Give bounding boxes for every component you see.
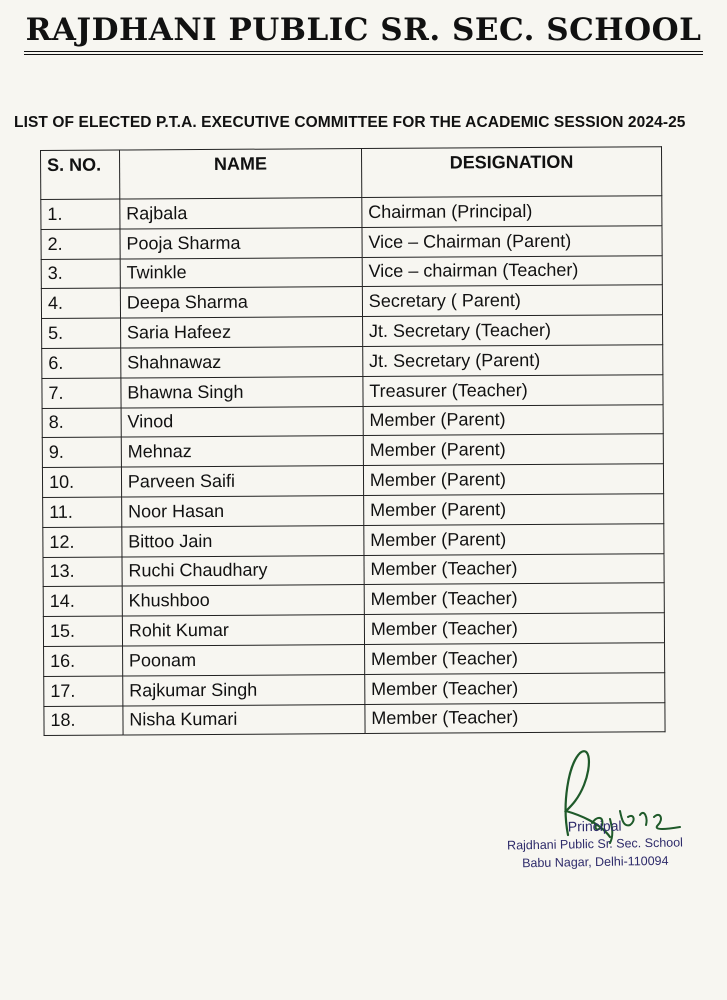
cell-name: Bhawna Singh	[121, 376, 363, 407]
cell-name: Nisha Kumari	[123, 704, 365, 735]
cell-name: Saria Hafeez	[120, 317, 362, 348]
table-body	[41, 196, 665, 736]
header-name: NAME	[119, 149, 361, 199]
signature-block	[480, 745, 710, 895]
cell-designation: Member (Teacher)	[365, 672, 665, 704]
cell-designation: Secretary ( Parent)	[362, 285, 662, 317]
table-row	[42, 464, 663, 498]
cell-sno: 16.	[44, 646, 123, 676]
document-heading: LIST OF ELECTED P.T.A. EXECUTIVE COMMITTEE FOR THE ACADEMIC SESSION 2024-25	[14, 114, 686, 131]
cell-name: Khushboo	[122, 585, 364, 616]
table-row	[42, 434, 663, 468]
table-row	[43, 494, 664, 528]
principal-stamp	[480, 815, 711, 873]
cell-designation: Member (Parent)	[363, 494, 663, 526]
stamp-role: Principal	[567, 817, 622, 835]
table-row	[41, 285, 662, 319]
cell-designation: Jt. Secretary (Teacher)	[362, 315, 662, 347]
table-row	[43, 553, 664, 587]
table-row	[43, 523, 664, 557]
cell-designation: Chairman (Principal)	[362, 196, 662, 228]
cell-designation: Jt. Secretary (Parent)	[363, 345, 663, 377]
table-row	[43, 583, 664, 617]
cell-name: Poonam	[122, 644, 364, 675]
table-row	[41, 255, 662, 289]
cell-designation: Member (Teacher)	[365, 702, 665, 734]
cell-sno: 9.	[42, 437, 121, 467]
cell-sno: 2.	[41, 229, 120, 259]
stamp-address: Babu Nagar, Delhi-110094	[522, 853, 669, 871]
cell-sno: 11.	[43, 497, 122, 527]
cell-designation: Member (Teacher)	[364, 553, 664, 585]
cell-name: Noor Hasan	[121, 495, 363, 526]
table-row	[42, 404, 663, 438]
header-designation: DESIGNATION	[361, 147, 661, 198]
cell-name: Shahnawaz	[121, 347, 363, 378]
pta-committee-table	[40, 146, 666, 736]
cell-sno: 5.	[42, 318, 121, 348]
table-row	[42, 345, 663, 379]
cell-sno: 10.	[42, 467, 121, 497]
cell-designation: Vice – chairman (Teacher)	[362, 255, 662, 287]
table-row	[44, 702, 665, 736]
cell-sno: 4.	[41, 288, 120, 318]
cell-name: Pooja Sharma	[120, 227, 362, 258]
cell-designation: Treasurer (Teacher)	[363, 374, 663, 406]
cell-name: Rajbala	[120, 198, 362, 229]
cell-name: Ruchi Chaudhary	[122, 555, 364, 586]
cell-sno: 17.	[44, 676, 123, 706]
table-row	[44, 643, 665, 677]
cell-sno: 8.	[42, 408, 121, 438]
cell-designation: Member (Parent)	[363, 464, 663, 496]
cell-sno: 18.	[44, 706, 123, 736]
cell-designation: Member (Teacher)	[364, 613, 664, 645]
cell-name: Bittoo Jain	[122, 525, 364, 556]
table-row	[43, 613, 664, 647]
cell-designation: Member (Parent)	[363, 434, 663, 466]
cell-name: Rajkumar Singh	[123, 674, 365, 705]
table-row	[41, 196, 662, 230]
header-sno: S. NO.	[41, 150, 120, 199]
table-header-row	[41, 147, 662, 200]
cell-name: Parveen Saifi	[121, 466, 363, 497]
cell-designation: Member (Parent)	[364, 523, 664, 555]
table-row	[44, 672, 665, 706]
cell-sno: 7.	[42, 378, 121, 408]
cell-name: Twinkle	[120, 257, 362, 288]
cell-designation: Member (Parent)	[363, 404, 663, 436]
table-row	[41, 225, 662, 259]
cell-name: Vinod	[121, 406, 363, 437]
cell-designation: Member (Teacher)	[364, 643, 664, 675]
cell-name: Deepa Sharma	[120, 287, 362, 318]
cell-name: Rohit Kumar	[122, 615, 364, 646]
cell-designation: Vice – Chairman (Parent)	[362, 225, 662, 257]
cell-sno: 6.	[42, 348, 121, 378]
school-title	[0, 10, 727, 55]
cell-sno: 13.	[43, 557, 122, 587]
cell-name: Mehnaz	[121, 436, 363, 467]
stamp-school: Rajdhani Public Sr. Sec. School	[506, 835, 683, 853]
cell-sno: 14.	[43, 586, 122, 616]
cell-designation: Member (Teacher)	[364, 583, 664, 615]
table-row	[42, 315, 663, 349]
cell-sno: 12.	[43, 527, 122, 557]
cell-sno: 15.	[43, 616, 122, 646]
school-name: RAJDHANI PUBLIC SR. SEC. SCHOOL	[24, 10, 704, 55]
cell-sno: 3.	[41, 259, 120, 289]
cell-sno: 1.	[41, 199, 120, 229]
table-row	[42, 374, 663, 408]
